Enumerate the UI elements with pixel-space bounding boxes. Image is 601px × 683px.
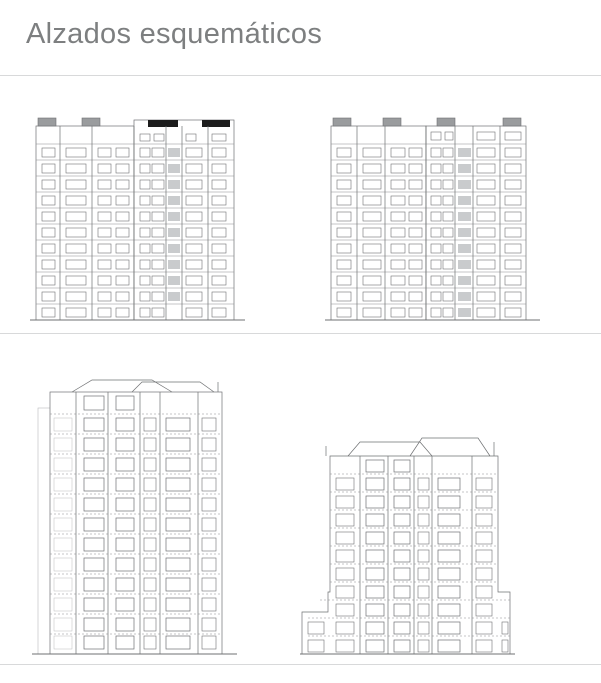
elevation-top-right bbox=[325, 112, 540, 324]
elevation-bottom-left bbox=[32, 378, 237, 658]
elevation-top-left bbox=[30, 112, 245, 324]
page-title: Alzados esquemáticos bbox=[26, 18, 323, 50]
divider-top bbox=[0, 75, 601, 76]
divider-middle bbox=[0, 333, 601, 334]
divider-bottom bbox=[0, 664, 601, 665]
elevation-bottom-right bbox=[300, 424, 515, 659]
